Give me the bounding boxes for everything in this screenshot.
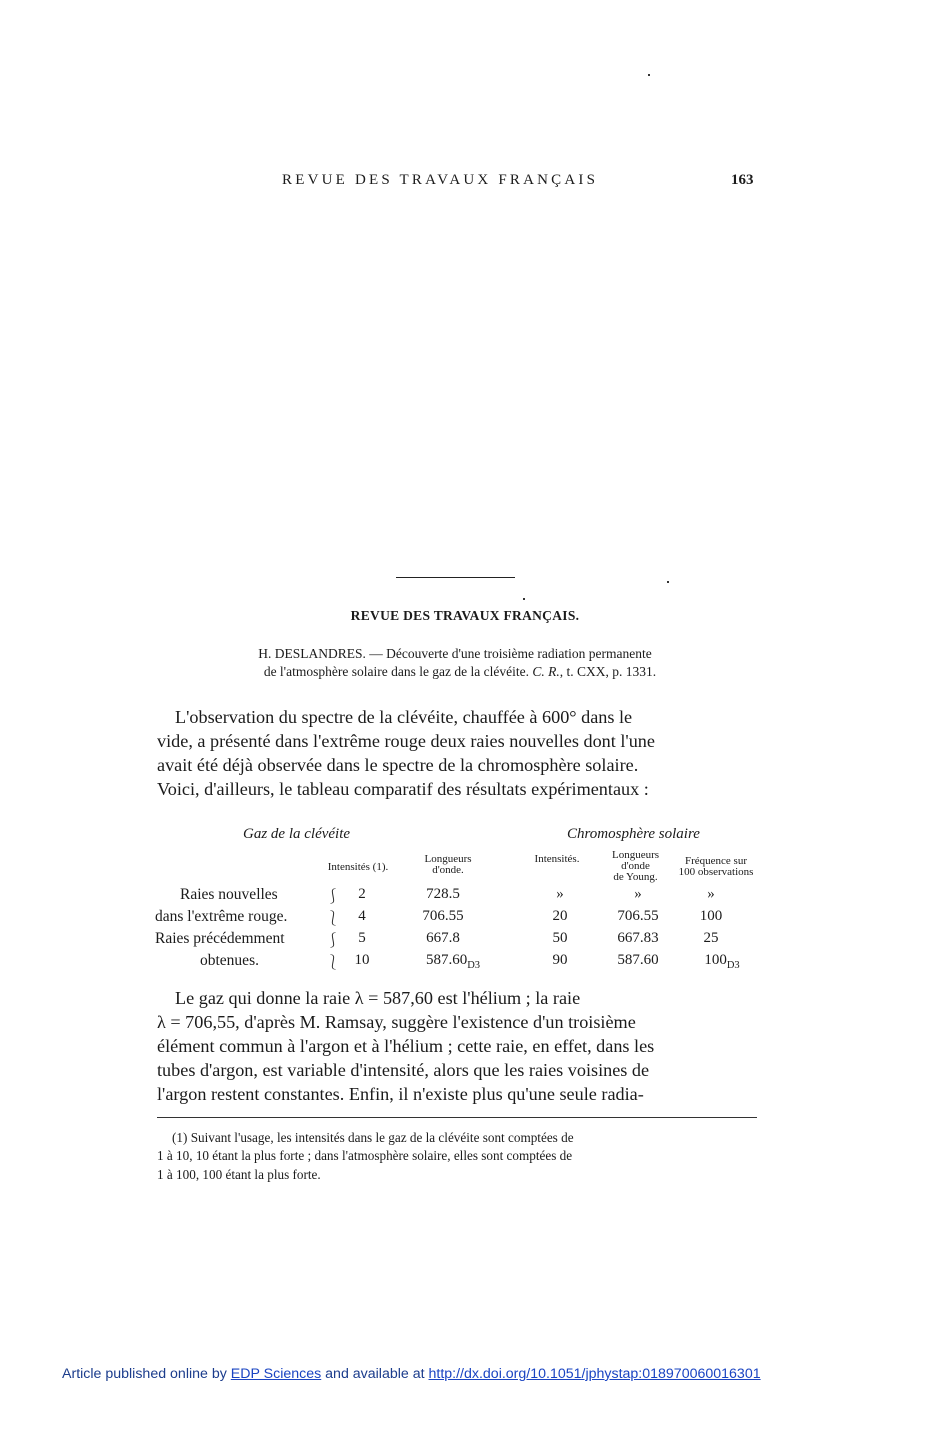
- paragraph-line: l'argon restent constantes. Enfin, il n'existe plus qu'une seule radia-: [157, 1084, 644, 1104]
- cell-value: 587.60: [425, 952, 468, 968]
- col-head-intensites-2: Intensités.: [534, 853, 580, 865]
- cell-intensity-2: 20: [552, 908, 568, 924]
- brace-top: ⎰: [326, 934, 340, 949]
- paragraph-2: [175, 986, 580, 1010]
- footnote-line: 1 à 100, 100 étant la plus forte.: [157, 1166, 321, 1182]
- cell-intensity-1: 5: [358, 930, 366, 946]
- cell-intensity-1: 2: [358, 886, 366, 902]
- col-head-line: 100 observations: [678, 866, 754, 878]
- col-head-longueurs-2: [598, 850, 673, 883]
- paragraph-1-cont: [157, 729, 655, 801]
- footnote-line: 1 à 10, 10 étant la plus forte ; dans l'atmosphère solaire, elles sont comptées de: [157, 1148, 573, 1163]
- cell-wavelength-2: »: [634, 886, 642, 902]
- cell-intensity-2: 50: [552, 930, 568, 946]
- brace-bottom: ⎱: [326, 956, 340, 971]
- paragraph-line: L'observation du spectre de la clévéite, chauffée à 600° dans le: [175, 707, 633, 727]
- paragraph-line: Le gaz qui donne la raie λ = 587,60 est l'hélium ; la raie: [175, 988, 581, 1008]
- cell-wavelength-2: 706.55: [617, 908, 659, 924]
- brace-top: ⎰: [326, 890, 340, 905]
- cell-wavelength-1: 667.8: [426, 930, 460, 946]
- citation-ref: , t. CXX, p. 1331.: [559, 664, 657, 679]
- cell-intensity-1: 4: [358, 908, 366, 924]
- col-head-line: d'onde: [621, 860, 650, 872]
- citation-text: de l'atmosphère solaire dans le gaz de la clévéite.: [263, 664, 530, 679]
- footnote-marker: (1): [172, 1130, 188, 1145]
- cell-wavelength-2: 667.83: [617, 930, 659, 946]
- cell-frequency: 25: [703, 930, 719, 946]
- col-head-line: d'onde.: [432, 864, 464, 876]
- footnote-line: [172, 1129, 574, 1148]
- col-head-line: de Young.: [613, 871, 658, 883]
- paragraph-line: tubes d'argon, est variable d'intensité, alors que les raies voisines de: [157, 1060, 650, 1080]
- col-head-intensites-1: Intensités (1).: [327, 861, 389, 873]
- paragraph-line: élément commun à l'argon et à l'hélium ; cette raie, en effet, dans les: [157, 1036, 655, 1056]
- brace-bottom: ⎱: [326, 912, 340, 927]
- page-number: 163: [731, 172, 754, 188]
- citation-line-2: [0, 664, 925, 680]
- publisher-link[interactable]: EDP Sciences: [230, 1366, 322, 1382]
- print-speck: [667, 581, 669, 583]
- citation-line-1: H. DESLANDRES. — Découverte d'une troisième radiation permanente: [258, 646, 652, 661]
- cell-wavelength-1: 728.5: [426, 886, 460, 902]
- publisher-footer: [62, 1366, 761, 1382]
- paragraph-line: vide, a présenté dans l'extrême rouge deux raies nouvelles dont l'une: [157, 731, 655, 751]
- row-label: obtenues.: [200, 952, 259, 969]
- paragraph-line: avait été déjà observée dans le spectre de la chromosphère solaire.: [157, 755, 639, 775]
- cell-frequency: »: [707, 886, 715, 902]
- citation-journal: C. R.: [532, 664, 560, 679]
- footnote-rule: [157, 1117, 757, 1118]
- cell-wavelength-2: 587.60: [617, 952, 659, 968]
- row-label: dans l'extrême rouge.: [155, 908, 288, 925]
- cell-subscript: D3: [467, 960, 481, 971]
- cell-wavelength-1: [410, 952, 496, 971]
- doi-link[interactable]: http://dx.doi.org/10.1051/jphystap:018970060016301: [428, 1366, 761, 1382]
- footnote-cont: [157, 1147, 572, 1184]
- cell-intensity-1: 10: [354, 952, 370, 968]
- running-head: REVUE DES TRAVAUX FRANÇAIS: [282, 172, 599, 188]
- footnote-text: Suivant l'usage, les intensités dans le gaz de la clévéite sont comptées de: [187, 1130, 574, 1145]
- col-head-frequence: [674, 856, 758, 878]
- section-rule: [396, 577, 515, 578]
- row-label: Raies nouvelles: [180, 886, 278, 903]
- cell-frequency: 100: [699, 908, 723, 924]
- footnote: [172, 1129, 574, 1148]
- col-head-longueurs-1: [413, 854, 483, 876]
- footer-middle: and available at: [321, 1366, 429, 1382]
- print-speck: [648, 74, 650, 76]
- section-title: REVUE DES TRAVAUX FRANÇAIS.: [350, 608, 580, 623]
- cell-frequency: [688, 952, 756, 971]
- paragraph-2-cont: [157, 1010, 654, 1106]
- footer-prefix: Article published online by: [62, 1366, 231, 1382]
- paragraph-line: Voici, d'ailleurs, le tableau comparatif des résultats expérimentaux :: [157, 779, 649, 799]
- cell-intensity-2: »: [556, 886, 564, 902]
- col-head-line: Longueurs: [424, 853, 472, 865]
- col-head-line: Fréquence sur: [684, 855, 747, 867]
- print-speck: [523, 598, 525, 600]
- cell-intensity-2: 90: [552, 952, 568, 968]
- col-head-line: Longueurs: [611, 849, 660, 861]
- group-head-cleveite: Gaz de la clévéite: [243, 826, 351, 842]
- paragraph-1: [175, 705, 632, 729]
- cell-subscript: D3: [726, 960, 740, 971]
- cell-value: 100: [704, 952, 727, 968]
- paragraph-line: λ = 706,55, d'après M. Ramsay, suggère l'existence d'un troisième: [157, 1012, 636, 1032]
- row-label: Raies précédemment: [155, 930, 285, 947]
- cell-wavelength-1: 706.55: [422, 908, 464, 924]
- group-head-chromosphere: Chromosphère solaire: [567, 826, 700, 842]
